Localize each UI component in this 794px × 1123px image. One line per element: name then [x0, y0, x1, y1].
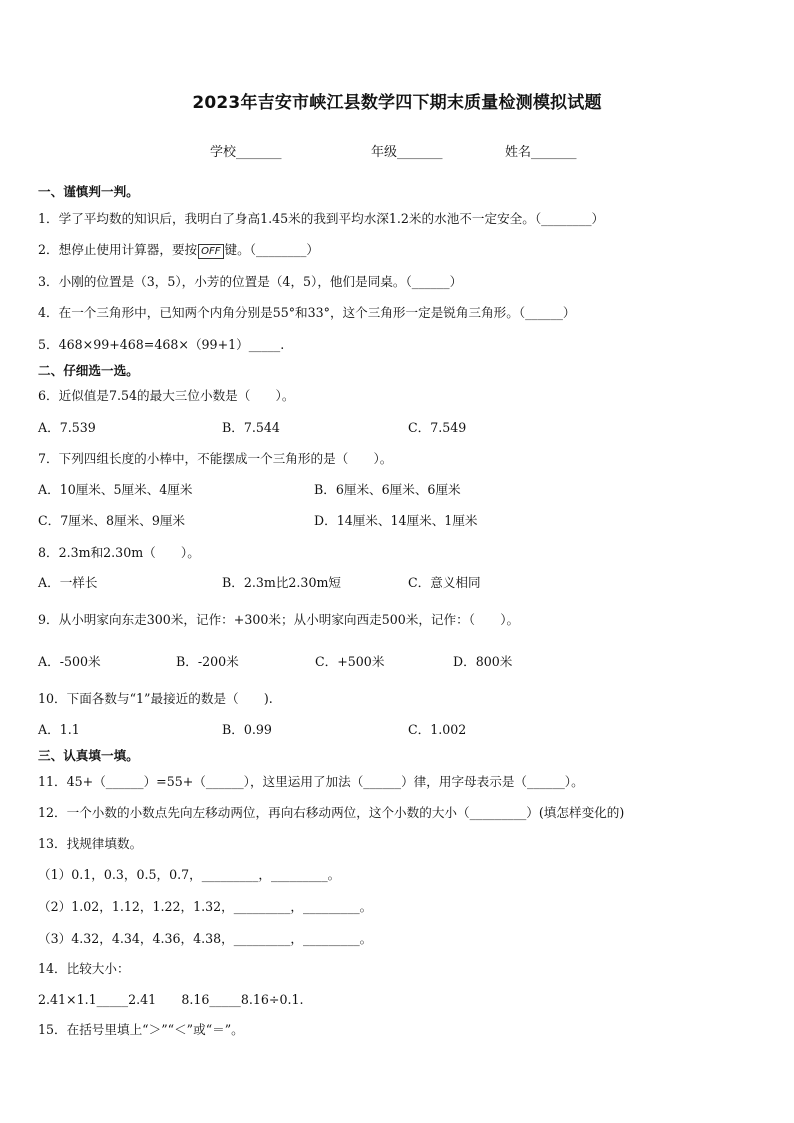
q8-option-c: C．意义相同: [408, 575, 481, 590]
q6-option-b: B．7.544: [222, 420, 280, 435]
q7-option-c: C．7厘米、8厘米、9厘米: [38, 513, 186, 528]
q9-option-c: C．+500米: [315, 654, 385, 669]
question-1: 1．学了平均数的知识后，我明白了身高1.45米的我到平均水深1.2米的水池不一定安全。（________）: [38, 211, 605, 226]
question-3: 3．小刚的位置是（3，5），小芳的位置是（4，5），他们是同桌。（______）: [38, 274, 463, 289]
q9-option-a: A．-500米: [38, 654, 101, 669]
page-title: 2023年吉安市峡江县数学四下期末质量检测模拟试题: [192, 93, 602, 113]
question-14-comparisons: 2.41×1.1_____2.41 8.16_____8.16÷0.1.: [38, 992, 304, 1007]
question-2-suffix: 键。（________）: [224, 242, 319, 257]
question-2-text: 2．想停止使用计算器，要按: [38, 242, 198, 257]
question-12: 12．一个小数的小数点先向左移动两位，再向右移动两位，这个小数的大小（_________）(填怎样变化的): [38, 805, 625, 820]
question-13-part-3: （3）4.32，4.34，4.36，4.38，_________，_________。: [38, 931, 373, 946]
q8-option-b: B．2.3m比2.30m短: [222, 575, 341, 590]
q10-option-c: C．1.002: [408, 722, 467, 737]
q7-option-b: B．6厘米、6厘米、6厘米: [314, 482, 461, 497]
section-heading-2: 二、仔细选一选。: [38, 363, 139, 378]
question-11: 11．45+（______）=55+（______），这里运用了加法（______）律，用字母表示是（______）。: [38, 774, 584, 789]
q7-option-d: D．14厘米、14厘米、1厘米: [314, 513, 478, 528]
q10-option-a: A．1.1: [38, 722, 80, 737]
question-2: [38, 239, 319, 259]
q6-option-a: A．7.539: [38, 420, 96, 435]
section-heading-1: 一、谨慎判一判。: [38, 184, 139, 199]
question-13-part-1: （1）0.1，0.3，0.5，0.7，_________，_________。: [38, 867, 341, 882]
question-15: 15．在括号里填上“＞”“＜”或“＝”。: [38, 1022, 244, 1037]
q8-option-a: A．一样长: [38, 575, 98, 590]
question-13: 13．找规律填数。: [38, 836, 143, 851]
school-field: 学校_______: [210, 145, 282, 160]
question-4: 4．在一个三角形中，已知两个内角分别是55°和33°，这个三角形一定是锐角三角形。（______）: [38, 305, 576, 320]
question-8: 8．2.3m和2.30m（ ）。: [38, 545, 200, 560]
name-field: 姓名_______: [505, 145, 577, 160]
q6-option-c: C．7.549: [408, 420, 467, 435]
q10-option-b: B．0.99: [222, 722, 272, 737]
calculator-off-key: OFF: [198, 244, 223, 259]
grade-field: 年级_______: [371, 145, 443, 160]
q9-option-b: B．-200米: [176, 654, 239, 669]
question-5: 5．468×99+468=468×（99+1）_____.: [38, 337, 285, 352]
question-13-part-2: （2）1.02，1.12，1.22，1.32，_________，_________。: [38, 899, 373, 914]
question-6: 6．近似值是7.54的最大三位小数是（ ）。: [38, 388, 295, 403]
q7-option-a: A．10厘米、5厘米、4厘米: [38, 482, 193, 497]
q9-option-d: D．800米: [453, 654, 513, 669]
section-heading-3: 三、认真填一填。: [38, 748, 139, 763]
question-14: 14．比较大小：: [38, 961, 130, 976]
question-7: 7．下列四组长度的小棒中，不能摆成一个三角形的是（ ）。: [38, 451, 393, 466]
question-9: 9．从小明家向东走300米，记作：+300米；从小明家向西走500米，记作：（ ）。: [38, 612, 520, 627]
question-10: 10．下面各数与“1”最接近的数是（ ).: [38, 691, 273, 706]
